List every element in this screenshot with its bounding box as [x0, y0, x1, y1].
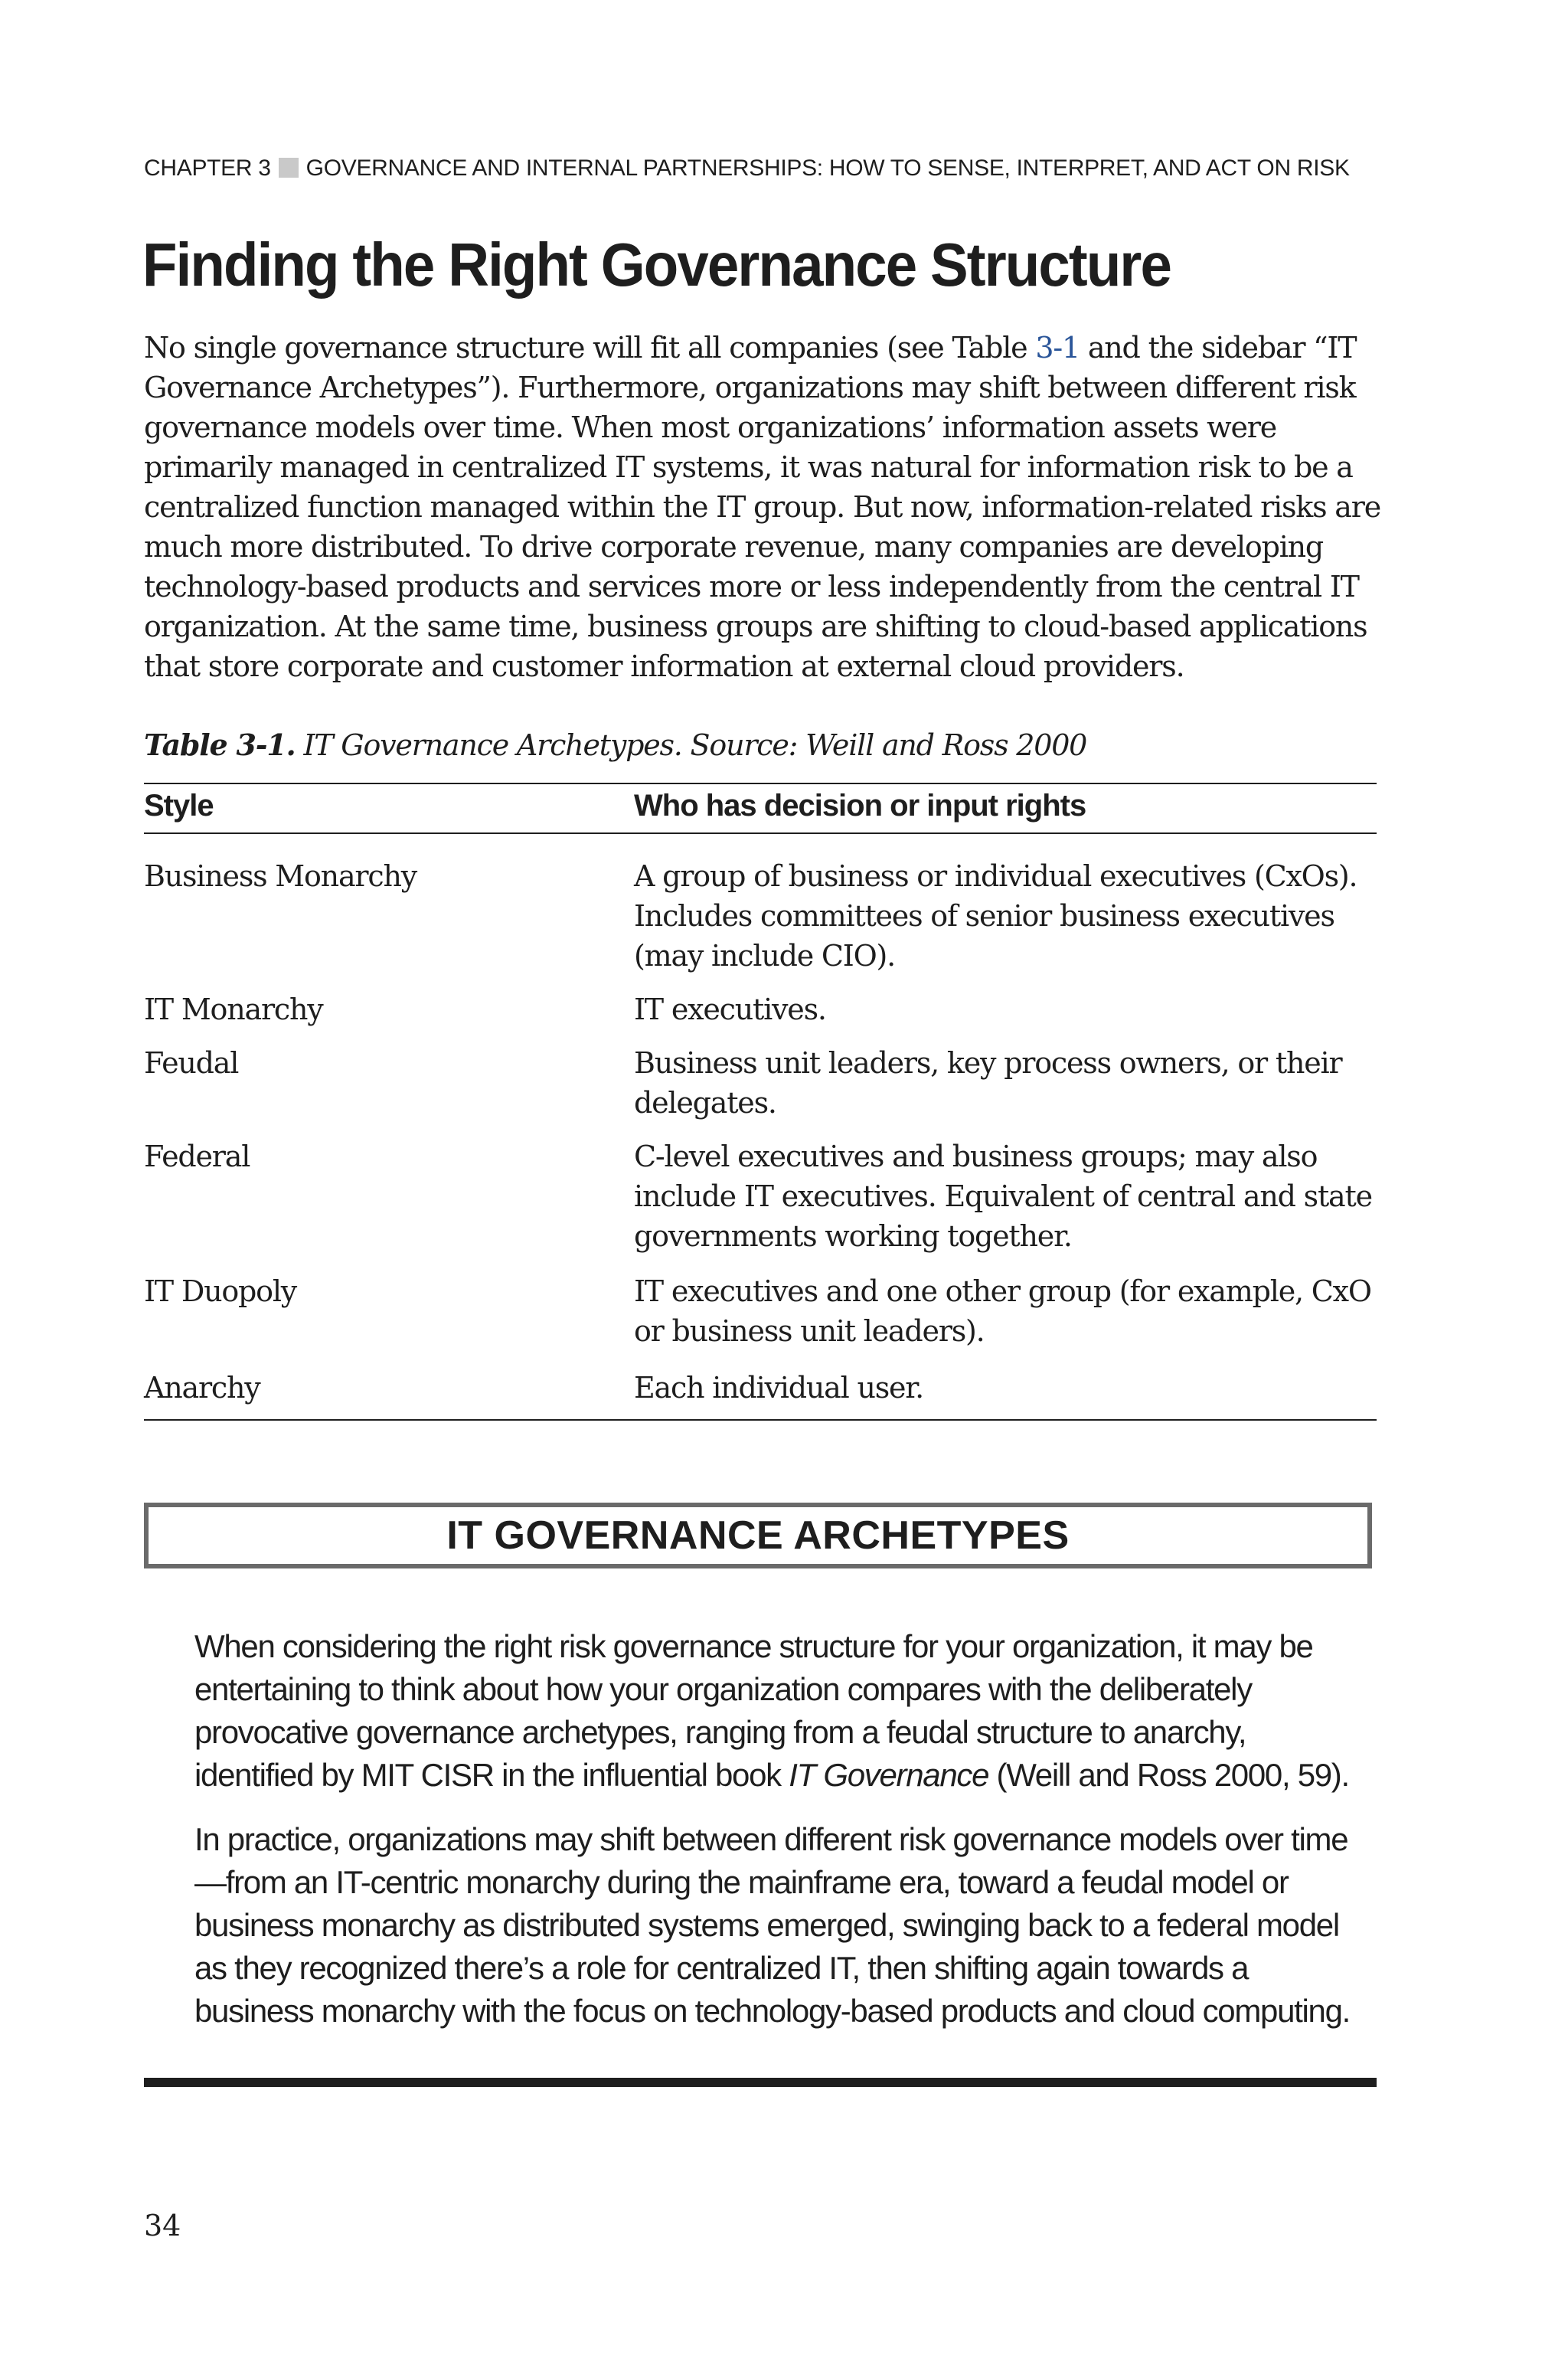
table-cell-style: Feudal	[144, 1046, 239, 1080]
table-caption-label: Table 3-1.	[144, 728, 296, 762]
table-cell-rights: C-level executives and business groups; may also include IT executives. Equivalent of central and state governments working together.	[634, 1140, 1372, 1253]
table-header-rule	[144, 832, 1377, 834]
gray-square-icon	[279, 158, 299, 178]
table-cell-rights: A group of business or individual executives (CxOs). Includes committees of senior business executives (may include CIO).	[634, 859, 1357, 973]
body-text-before-link: No single governance structure will fit all companies (see Table	[144, 331, 1036, 365]
table-top-rule	[144, 783, 1377, 784]
table-header-style: Style	[144, 789, 214, 823]
running-header	[144, 155, 1350, 182]
table-cell-rights: Business unit leaders, key process owners, or their delegates.	[634, 1046, 1342, 1120]
sidebar-paragraph-2: In practice, organizations may shift between different risk governance models over time—from an IT-centric monarchy during the mainframe era, toward a feudal model or business monarchy as distributed systems emerged, swinging back to a federal model as they recognized there’s a role for centralized IT, then shifting again towards a business monarchy with the focus on technology-based products and cloud computing.	[194, 1821, 1351, 2029]
page-number: 34	[144, 2209, 181, 2242]
table-cell-style: Federal	[144, 1140, 250, 1173]
running-title: GOVERNANCE AND INTERNAL PARTNERSHIPS: HOW TO SENSE, INTERPRET, AND ACT ON RISK	[305, 155, 1350, 181]
table-reference-link[interactable]: 3-1	[1035, 331, 1080, 365]
table-cell-style: IT Duopoly	[144, 1274, 297, 1308]
sidebar-bottom-rule	[144, 2078, 1377, 2087]
table-header-rights: Who has decision or input rights	[634, 789, 1086, 823]
table-bottom-rule	[144, 1419, 1377, 1421]
table-cell-style: Business Monarchy	[144, 859, 417, 893]
sidebar-heading: IT GOVERNANCE ARCHETYPES	[144, 1503, 1372, 1568]
body-paragraph	[144, 328, 1388, 686]
body-text-after-link: and the sidebar “IT Governance Archetypes”). Furthermore, organizations may shift between different risk governance models over time. When most organizations’ information assets were primarily managed in centralized IT systems, it was natural for information risk to be a centralized function managed within the IT group. But now, information-related risks are much more distributed. To drive corporate revenue, many companies are developing technology-based products and services more or less independently from the central IT organization. At the same time, business groups are shifting to cloud-based applications that store corporate and customer information at external cloud providers.	[144, 331, 1381, 683]
sidebar-paragraph-1	[194, 1625, 1366, 1797]
book-title: IT Governance	[789, 1757, 989, 1793]
table-cell-rights: Each individual user.	[634, 1371, 923, 1405]
table-cell-rights: IT executives and one other group (for example, CxO or business unit leaders).	[634, 1274, 1371, 1348]
chapter-label: CHAPTER 3	[144, 155, 271, 181]
table-caption	[144, 728, 1086, 762]
section-title: Finding the Right Governance Structure	[142, 231, 1171, 299]
table-cell-style: Anarchy	[144, 1371, 260, 1405]
table-cell-style: IT Monarchy	[144, 993, 323, 1026]
table-cell-rights: IT executives.	[634, 993, 826, 1026]
sidebar-text: (Weill and Ross 2000, 59).	[988, 1757, 1349, 1793]
sidebar-text: When considering the right risk governance structure for your organization, it may be entertaining to think about how your organization compares with the deliberately provocative governance archetypes, ranging from a feudal structure to anarchy, identified by MIT CISR in the influential book	[194, 1628, 1313, 1793]
table-caption-text: IT Governance Archetypes. Source: Weill and Ross 2000	[303, 728, 1087, 762]
